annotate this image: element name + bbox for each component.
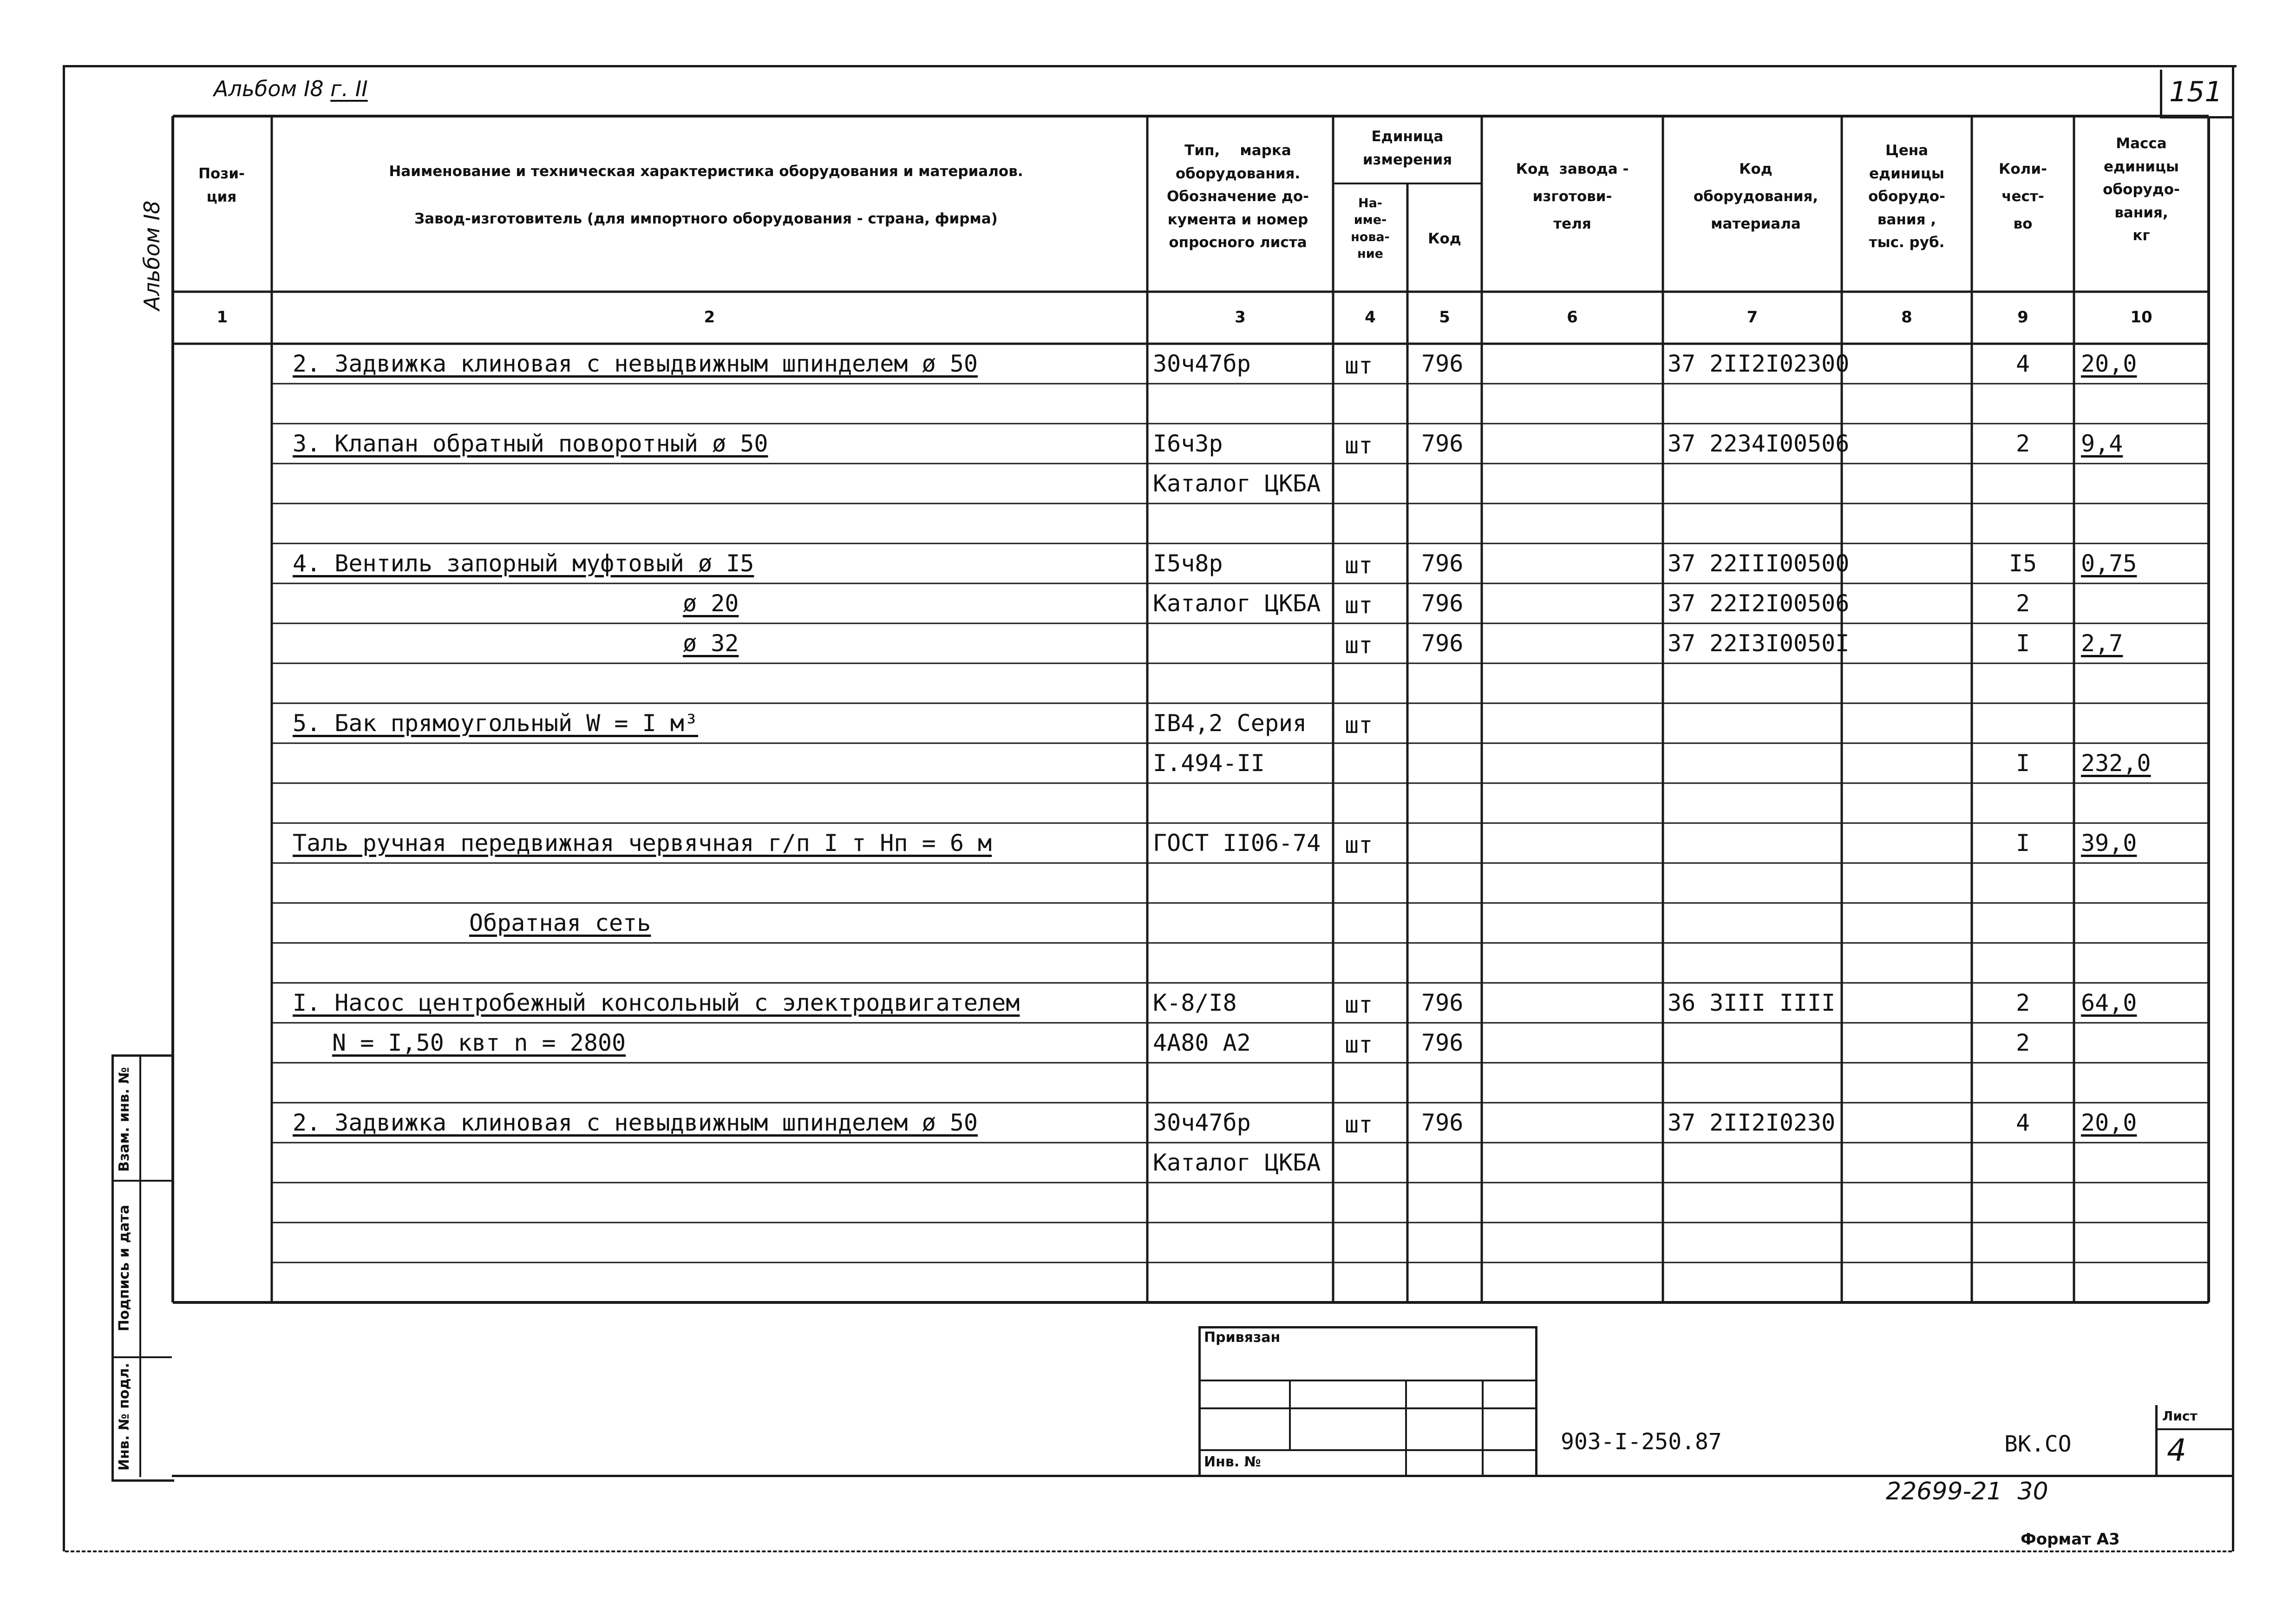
- item-type: I5ч8р: [1153, 550, 1223, 577]
- item-type: 4A80 A2: [1153, 1029, 1251, 1056]
- header-equipment-code: Код оборудования, материала: [1693, 161, 1818, 232]
- item-type: Каталог ЦКБА: [1153, 470, 1321, 497]
- sheet-code: ВК.СО: [2004, 1431, 2072, 1457]
- item-quantity: 2: [2015, 1029, 2030, 1056]
- list-number: 4: [2167, 1432, 2186, 1468]
- column-number: 9: [2017, 308, 2028, 327]
- item-unit: шт: [1345, 592, 1373, 619]
- header-unit-group: Единица измерения: [1362, 128, 1452, 168]
- side-stamp-signature-date: Подпись и дата: [116, 1204, 132, 1332]
- item-equipment-code: 37 22III00500: [1668, 550, 1850, 577]
- album-header: Альбом I8 г. II: [214, 76, 368, 101]
- item-mass: 0,75: [2081, 550, 2137, 577]
- item-name: ø 20: [683, 590, 739, 617]
- item-quantity: I: [2015, 830, 2030, 857]
- item-unit-code: 796: [1421, 630, 1464, 657]
- header-mass: Масса единицы оборудо- вания, кг: [2103, 135, 2180, 244]
- item-type: Каталог ЦКБА: [1153, 1149, 1321, 1176]
- header-type: Тип, марка оборудования. Обозначение до- кумента и номер опросного листа: [1166, 142, 1309, 251]
- column-number: 7: [1747, 308, 1758, 327]
- header-price: Цена единицы оборудо- вания , тыс. руб.: [1868, 142, 1945, 251]
- item-quantity: 2: [2015, 430, 2030, 457]
- privyazan-v1: [1289, 1380, 1291, 1449]
- privyazan-v3: [1482, 1380, 1484, 1475]
- item-equipment-code: 37 2234I00506: [1668, 430, 1850, 457]
- item-mass: 39,0: [2081, 830, 2137, 857]
- column-number: 1: [216, 308, 228, 327]
- item-name: 3. Клапан обратный поворотный ø 50: [293, 430, 768, 457]
- item-mass: 20,0: [2081, 350, 2137, 377]
- item-unit: шт: [1345, 352, 1373, 379]
- item-quantity: 2: [2015, 989, 2030, 1016]
- item-name: N = I,50 квт n = 2800: [332, 1029, 626, 1056]
- side-stamp-replace-inv: Взам. инв. №: [116, 1067, 132, 1172]
- column-number: 8: [1901, 308, 1912, 327]
- item-unit-code: 796: [1421, 590, 1464, 617]
- item-unit-code: 796: [1421, 550, 1464, 577]
- list-box-sep: [2155, 1428, 2234, 1430]
- item-name: 2. Задвижка клиновая с невыдвижным шпинделем ø 50: [293, 1109, 978, 1136]
- item-type: I.494-II: [1153, 750, 1265, 777]
- document-code: 903-I-250.87: [1561, 1429, 1722, 1455]
- header-name-line2: Завод-изготовитель (для импортного оборудования - страна, фирма): [414, 210, 998, 227]
- item-unit-code: 796: [1421, 1109, 1464, 1136]
- column-number: 10: [2130, 308, 2152, 327]
- item-type: I6ч3р: [1153, 430, 1223, 457]
- privyazan-h3: [1198, 1449, 1535, 1451]
- item-unit-code: 796: [1421, 430, 1464, 457]
- item-quantity: 4: [2015, 1109, 2030, 1136]
- item-quantity: I5: [2008, 550, 2037, 577]
- item-type: Каталог ЦКБА: [1153, 590, 1321, 617]
- item-type: IB4,2 Серия: [1153, 710, 1307, 737]
- privyazan-h2: [1198, 1407, 1535, 1409]
- privyazan-label: Привязан: [1204, 1329, 1281, 1346]
- column-number: 6: [1567, 308, 1578, 327]
- header-plant-code: Код завода - изготови- теля: [1516, 161, 1629, 232]
- header-unit-code: Код: [1428, 230, 1461, 247]
- header-name-line1: Наименование и техническая характеристика оборудования и материалов.: [389, 163, 1023, 180]
- column-number: 4: [1365, 308, 1376, 327]
- item-unit: шт: [1345, 712, 1373, 739]
- side-album-label: Альбом I8: [139, 200, 164, 311]
- header-quantity: Коли- чест- во: [1999, 161, 2047, 232]
- item-name: 2. Задвижка клиновая с невыдвижным шпинделем ø 50: [293, 350, 978, 377]
- column-number: 5: [1439, 308, 1450, 327]
- list-label: Лист: [2162, 1408, 2198, 1424]
- item-name: 5. Бак прямоугольный W = I м³: [293, 710, 698, 737]
- item-quantity: 2: [2015, 590, 2030, 617]
- page-number: 151: [2169, 76, 2223, 108]
- privyazan-h1: [1198, 1380, 1535, 1381]
- side-stamp-orig-inv: Инв. № подл.: [116, 1362, 132, 1471]
- item-quantity: 4: [2015, 350, 2030, 377]
- item-mass: 64,0: [2081, 989, 2137, 1016]
- item-unit: шт: [1345, 432, 1373, 459]
- item-unit-code: 796: [1421, 989, 1464, 1016]
- item-unit-code: 796: [1421, 1029, 1464, 1056]
- item-unit: шт: [1345, 1031, 1373, 1058]
- item-unit-code: 796: [1421, 350, 1464, 377]
- format-label: Формат А3: [2021, 1530, 2120, 1549]
- item-type: 30ч47бр: [1153, 350, 1251, 377]
- header-position: Пози- ция: [198, 165, 245, 205]
- item-name: Таль ручная передвижная червячная г/п I т Нп = 6 м: [293, 830, 992, 857]
- item-name: I. Насос центробежный консольный с электродвигателем: [293, 989, 1020, 1016]
- item-type: 30ч47бр: [1153, 1109, 1251, 1136]
- header-unit-name: На- име- нова- ние: [1351, 196, 1390, 262]
- inv-no-label: Инв. №: [1204, 1454, 1261, 1470]
- item-quantity: I: [2015, 630, 2030, 657]
- item-name: ø 32: [683, 630, 739, 657]
- column-number: 2: [704, 308, 715, 327]
- item-mass: 2,7: [2081, 630, 2123, 657]
- item-unit: шт: [1345, 632, 1373, 659]
- item-mass: 232,0: [2081, 750, 2151, 777]
- item-mass: 20,0: [2081, 1109, 2137, 1136]
- item-equipment-code: 37 2II2I0230: [1668, 1109, 1836, 1136]
- bottom-number: 22699-21 30: [1886, 1478, 2048, 1505]
- item-mass: 9,4: [2081, 430, 2123, 457]
- item-equipment-code: 37 22I3I0050I: [1668, 630, 1850, 657]
- item-type: ГОСТ II06-74: [1153, 830, 1321, 857]
- item-equipment-code: 37 2II2I02300: [1668, 350, 1850, 377]
- item-name: 4. Вентиль запорный муфтовый ø I5: [293, 550, 754, 577]
- item-equipment-code: 37 22I2I00506: [1668, 590, 1850, 617]
- item-quantity: I: [2015, 750, 2030, 777]
- item-unit: шт: [1345, 991, 1373, 1018]
- side-stamp-sep1: [111, 1180, 172, 1182]
- item-unit: шт: [1345, 831, 1373, 858]
- item-equipment-code: 36 3III IIII: [1668, 989, 1836, 1016]
- item-type: К-8/I8: [1153, 989, 1237, 1016]
- item-unit: шт: [1345, 552, 1373, 579]
- column-number: 3: [1235, 308, 1246, 327]
- side-stamp-divider: [139, 1054, 141, 1477]
- item-name: Обратная сеть: [469, 909, 651, 936]
- privyazan-v2: [1405, 1380, 1407, 1475]
- item-unit: шт: [1345, 1111, 1373, 1138]
